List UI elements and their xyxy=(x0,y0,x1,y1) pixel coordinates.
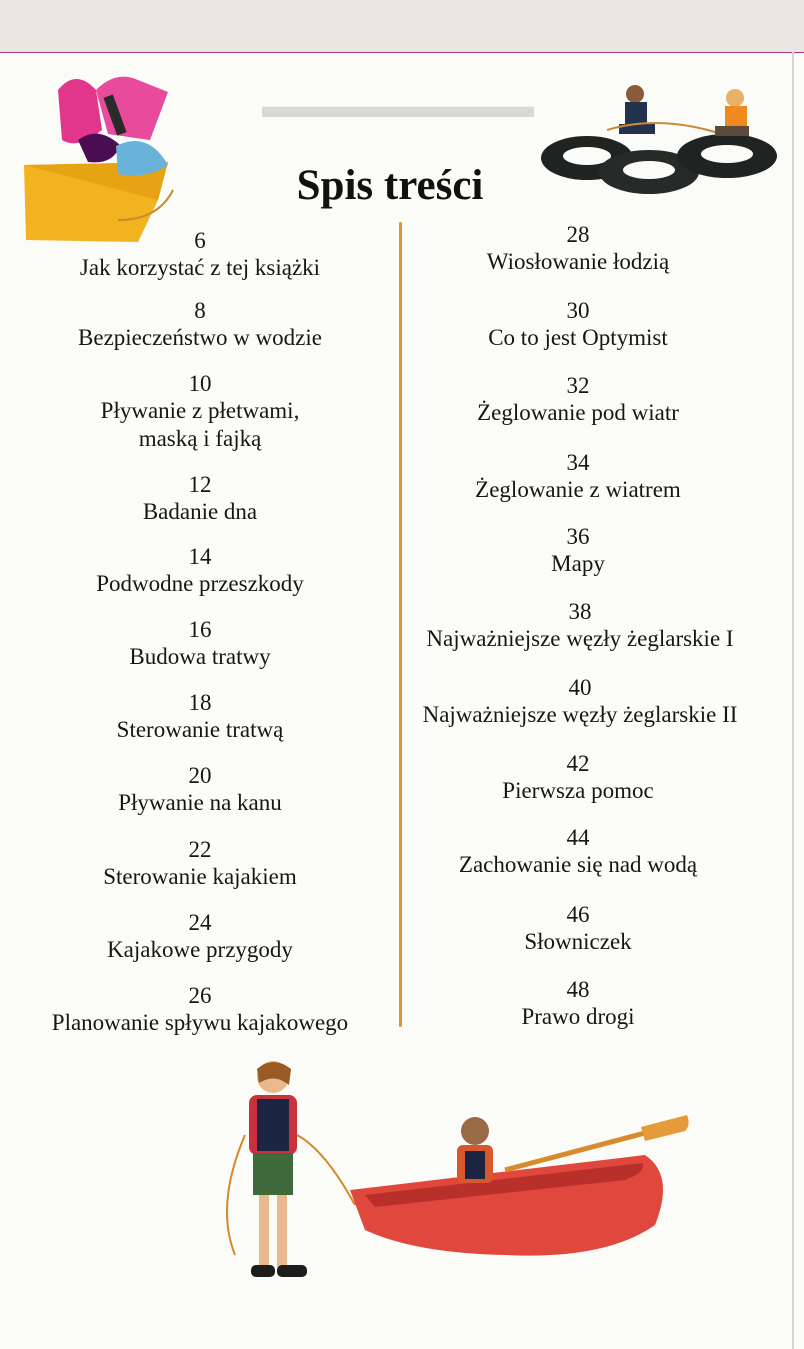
toc-entry-title: Słowniczek xyxy=(524,929,632,954)
toc-entry-title: Najważniejsze węzły żeglarskie I xyxy=(426,626,734,651)
life-vest-bag-icon xyxy=(18,70,183,245)
toc-entry-title: Planowanie spływu kajakowego xyxy=(51,1010,349,1035)
toc-page-number: 14 xyxy=(188,544,212,569)
toc-entry-title: Jak korzystać z tej książki xyxy=(79,255,321,280)
toc-entry xyxy=(40,763,360,817)
toc-entry-title: Co to jest Optymist xyxy=(488,325,668,350)
toc-entry xyxy=(40,910,360,964)
toc-entry-title: Mapy xyxy=(551,551,605,576)
inner-tube-raft-icon xyxy=(537,80,782,200)
toc-page-number: 34 xyxy=(566,450,590,475)
toc-entry-title: Pierwsza pomoc xyxy=(502,778,654,803)
toc-entry xyxy=(40,472,360,526)
toc-page-number: 8 xyxy=(194,298,206,323)
toc-entry xyxy=(40,837,360,891)
page-right-border xyxy=(792,52,794,1349)
toc-entry xyxy=(418,825,738,879)
toc-entry xyxy=(40,617,360,671)
toc-entry-title: Zachowanie się nad wodą xyxy=(458,852,698,877)
toc-entry xyxy=(400,599,760,653)
toc-entry-title: Żeglowanie pod wiatr xyxy=(477,400,679,425)
toc-page-number: 24 xyxy=(188,910,212,935)
toc-entry-title: Prawo drogi xyxy=(521,1004,635,1029)
show-through: ▬▬▬▬▬▬▬▬ xyxy=(262,88,534,125)
toc-entry-title-line2: maską i fajką xyxy=(138,426,262,451)
page-edge-line xyxy=(0,52,804,53)
toc-entry-title: Sterowanie kajakiem xyxy=(103,864,297,889)
toc-page-number: 18 xyxy=(188,690,212,715)
toc-page-number: 38 xyxy=(568,599,592,624)
toc-page-number: 12 xyxy=(188,472,212,497)
toc-page-number: 44 xyxy=(566,825,590,850)
toc-entry-title: Badanie dna xyxy=(142,499,258,524)
toc-entry xyxy=(418,902,738,956)
toc-page-number: 46 xyxy=(566,902,590,927)
page-top-edge xyxy=(0,0,804,52)
toc-entry xyxy=(418,222,738,276)
toc-entry xyxy=(40,371,360,453)
toc-entry-title: Kajakowe przygody xyxy=(107,937,293,962)
children-with-rowboat-icon xyxy=(205,1055,695,1300)
toc-entry xyxy=(418,524,738,578)
toc-entry-title: Najważniejsze węzły żeglarskie II xyxy=(422,702,738,727)
toc-entry xyxy=(40,298,360,352)
toc-entry-title: Pływanie z płetwami, xyxy=(100,398,300,423)
toc-page-number: 30 xyxy=(566,298,590,323)
toc-page-number: 42 xyxy=(566,751,590,776)
toc-page-number: 22 xyxy=(188,837,212,862)
toc-entry xyxy=(418,373,738,427)
toc-entry-title: Bezpieczeństwo w wodzie xyxy=(78,325,322,350)
page-title: Spis treści xyxy=(296,161,484,209)
toc-page-number: 6 xyxy=(194,228,206,253)
toc-entry-title: Podwodne przeszkody xyxy=(96,571,304,596)
toc-entry xyxy=(418,450,738,504)
toc-entry-title: Żeglowanie z wiatrem xyxy=(475,477,681,502)
toc-entry xyxy=(418,298,738,352)
toc-entry-title: Wiosłowanie łodzią xyxy=(486,249,670,274)
toc-page-number: 10 xyxy=(188,371,212,396)
toc-page-number: 32 xyxy=(566,373,590,398)
toc-page-number: 40 xyxy=(568,675,592,700)
toc-page-number: 28 xyxy=(566,222,590,247)
toc-entry xyxy=(395,675,765,729)
toc-entry xyxy=(40,228,360,282)
toc-entry-title: Sterowanie tratwą xyxy=(116,717,284,742)
toc-page-number: 48 xyxy=(566,977,590,1002)
toc-entry xyxy=(40,544,360,598)
toc-entry xyxy=(40,690,360,744)
toc-entry xyxy=(418,977,738,1031)
toc-entry-title: Budowa tratwy xyxy=(129,644,271,669)
toc-entry-title: Pływanie na kanu xyxy=(118,790,282,815)
toc-page-number: 36 xyxy=(566,524,590,549)
toc-entry xyxy=(418,751,738,805)
toc-entry xyxy=(20,983,380,1037)
toc-page-number: 20 xyxy=(188,763,212,788)
toc-page-number: 26 xyxy=(188,983,212,1008)
toc-page-number: 16 xyxy=(188,617,212,642)
